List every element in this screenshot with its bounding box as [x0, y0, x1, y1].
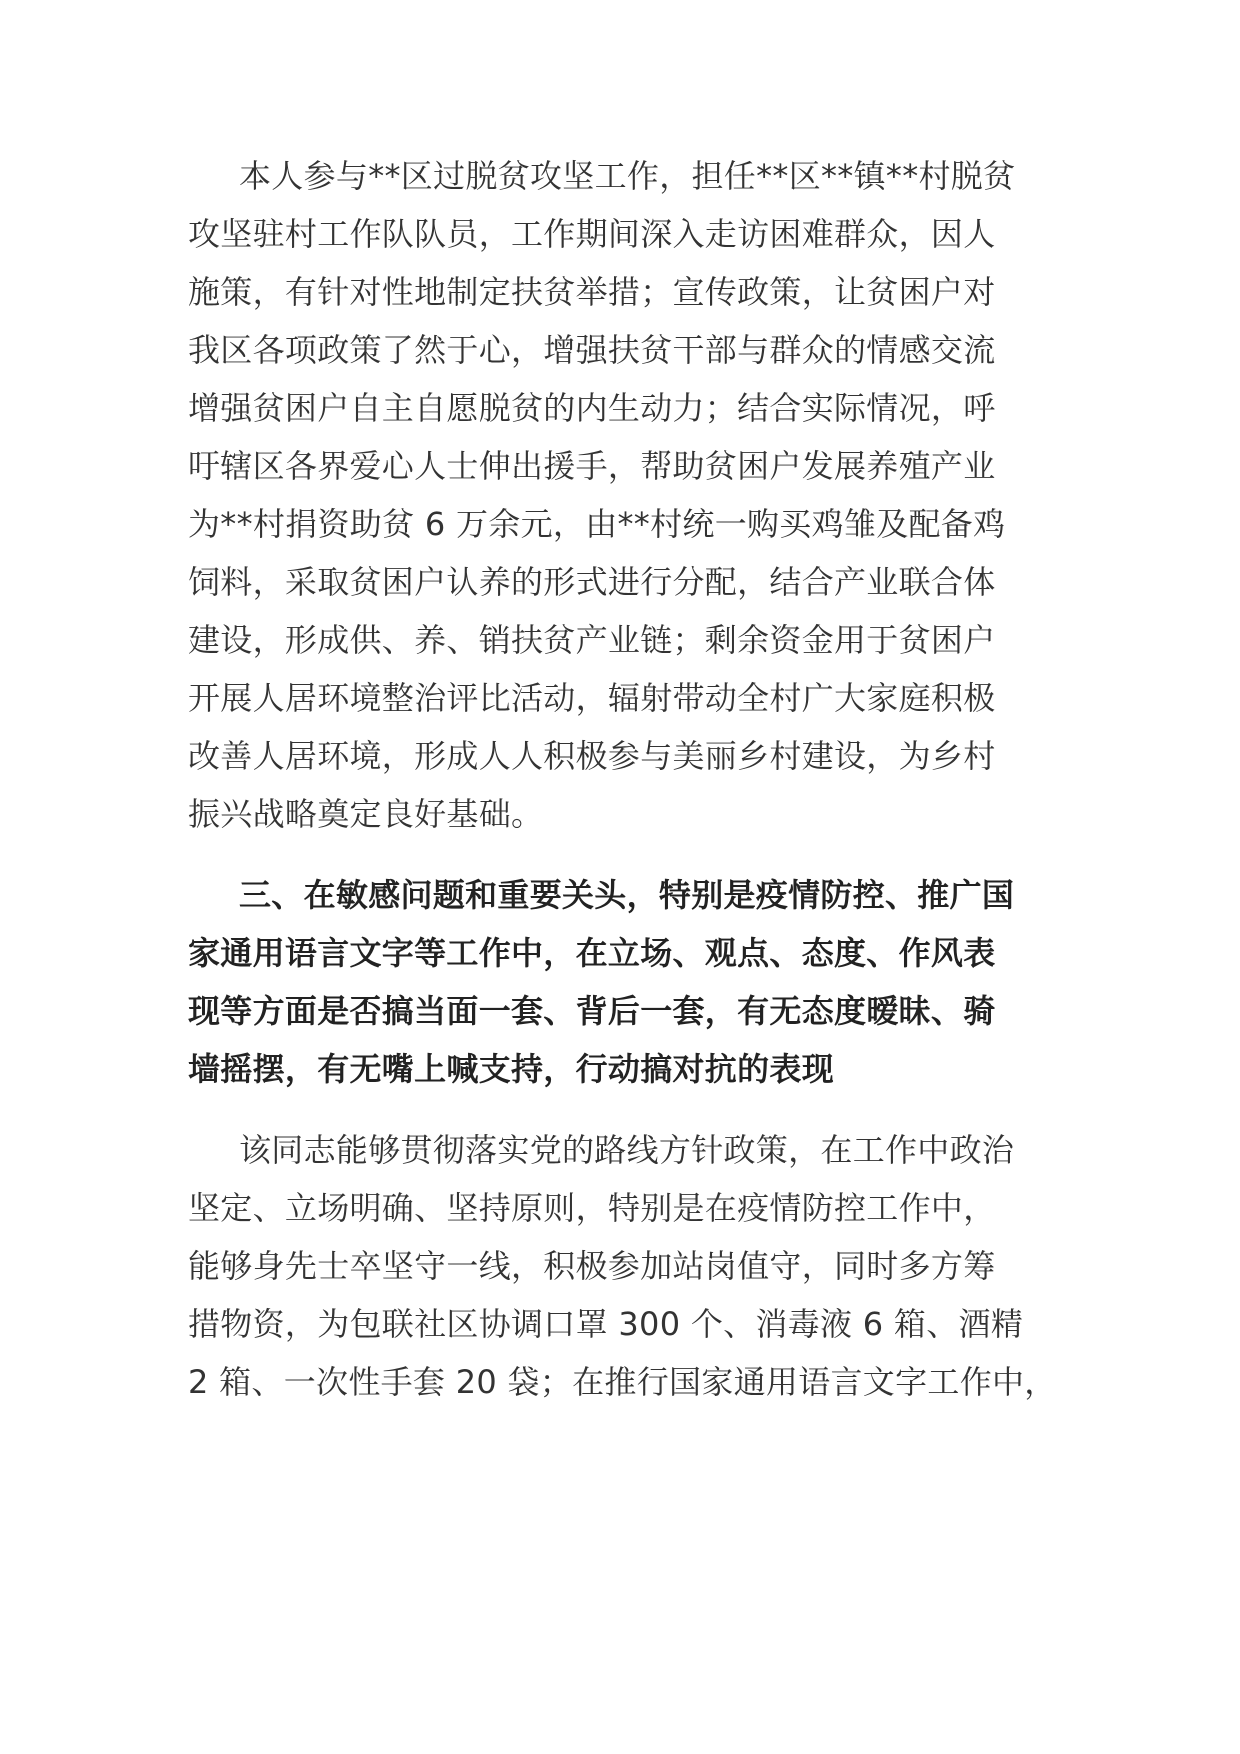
paragraph-1-line: 建设，形成供、养、销扶贫产业链；剩余资金用于贫困户 — [188, 621, 996, 659]
paragraph-1-line: 吁辖区各界爱心人士伸出援手，帮助贫困户发展养殖产业 — [188, 447, 996, 485]
paragraph-1-line: 我区各项政策了然于心，增强扶贫干部与群众的情感交流 — [188, 331, 996, 369]
paragraph-1-line: 振兴战略奠定良好基础。 — [188, 795, 544, 833]
section-heading-line: 墙摇摆，有无嘴上喊支持，行动搞对抗的表现 — [188, 1050, 835, 1088]
paragraph-2-line: 该同志能够贯彻落实党的路线方针政策，在工作中政治 — [239, 1131, 1015, 1169]
section-heading-line: 家通用语言文字等工作中，在立场、观点、态度、作风表 — [188, 934, 996, 972]
paragraph-1-line: 饲料，采取贫困户认养的形式进行分配，结合产业联合体 — [188, 563, 996, 601]
paragraph-1-line: 施策，有针对性地制定扶贫举措；宣传政策，让贫困户对 — [188, 273, 996, 311]
paragraph-1-line: 增强贫困户自主自愿脱贫的内生动力；结合实际情况，呼 — [188, 389, 996, 427]
section-heading-line: 现等方面是否搞当面一套、背后一套，有无态度暧昧、骑 — [188, 992, 996, 1030]
paragraph-1-line: 为**村捐资助贫 6 万余元，由**村统一购买鸡雏及配备鸡 — [188, 505, 1006, 543]
section-heading-line: 三、在敏感问题和重要关头，特别是疫情防控、推广国 — [239, 876, 1015, 914]
paragraph-2-line: 坚定、立场明确、坚持原则，特别是在疫情防控工作中， — [188, 1189, 996, 1227]
paragraph-2-line: 措物资，为包联社区协调口罩 300 个、消毒液 6 箱、酒精 — [188, 1305, 1024, 1343]
paragraph-2-line: 2 箱、一次性手套 20 袋；在推行国家通用语言文字工作中， — [188, 1363, 1057, 1401]
paragraph-2-line: 能够身先士卒坚守一线，积极参加站岗值守，同时多方筹 — [188, 1247, 996, 1285]
paragraph-1-line: 改善人居环境，形成人人积极参与美丽乡村建设，为乡村 — [188, 737, 996, 775]
paragraph-1-line: 攻坚驻村工作队队员，工作期间深入走访困难群众，因人 — [188, 215, 996, 253]
paragraph-1-line: 本人参与**区过脱贫攻坚工作，担任**区**镇**村脱贫 — [239, 157, 1016, 195]
paragraph-1-line: 开展人居环境整治评比活动，辐射带动全村广大家庭积极 — [188, 679, 996, 717]
